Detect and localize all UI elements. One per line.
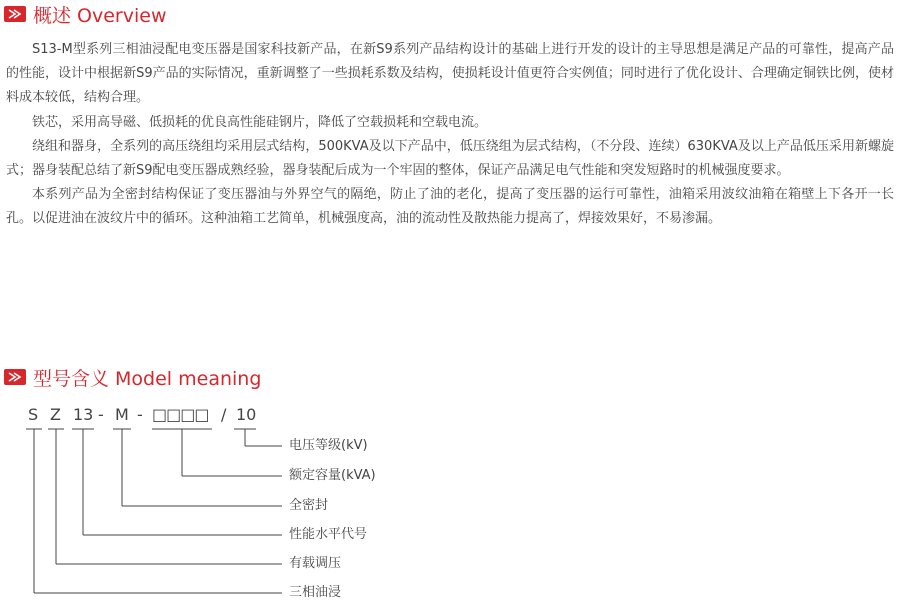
meaning-three-phase-oil: 三相油浸 [289,585,342,600]
overview-paragraph: 本系列产品为全密封结构保证了变压器油与外界空气的隔绝，防止了油的老化，提高了变压器的运行可靠性，油箱采用波纹油箱在箱壁上下各开一长孔。以促进油在波纹片中的循环。这种油箱工艺简单，机械强度高，油的流动性及散热能力提高了，焊接效果好，不易渗漏。 [6,187,894,227]
meaning-on-load-tap: 有载调压 [289,556,342,571]
model-diagram [0,395,900,612]
code-10: 10 [236,405,257,424]
red-badge-icon [4,6,26,22]
meaning-fully-sealed: 全密封 [289,498,329,513]
overview-paragraph: 绕组和器身，全系列的高压绕组均采用层式结构，500KVA及以下产品中，低压绕组为层式结构，（不分段、连续）630KVA及以上产品低压采用新螺旋式；器身装配总结了新S9配电变压器成熟经验，器身装配后成为一个牢固的整体，保证产品满足电气性能和突发短路时的机械强度要求。 [6,138,894,179]
code-dash: - [137,405,143,424]
code-13: 13 [73,405,94,424]
code-m: M [115,405,129,424]
code-s: S [28,405,39,424]
code-z: Z [50,405,61,424]
red-badge-icon [4,369,26,385]
code-slash: / [221,405,227,424]
overview-header [4,1,167,27]
connector-lines [0,395,900,612]
meaning-performance-code: 性能水平代号 [289,527,368,542]
model-title: 型号含义 Model meaning [33,367,262,390]
code-boxes: □□□□ [152,405,209,424]
overview-title: 概述 Overview [33,4,167,27]
meaning-rated-capacity: 额定容量(kVA) [289,468,376,483]
meaning-voltage-class: 电压等级(kV) [289,438,368,453]
model-header [4,364,261,390]
code-dash: - [98,405,104,424]
overview-paragraph: 铁芯，采用高导磁、低损耗的优良高性能硅钢片，降低了空载损耗和空载电流。 [32,114,488,130]
overview-body [6,38,894,232]
overview-paragraph: S13-M型系列三相油浸配电变压器是国家科技新产品，在新S9系列产品结构设计的基础上进行开发的设计的主导思想是满足产品的可靠性，提高产品的性能，设计中根据新S9产品的实际情况，重新调整了一些损耗系数及结构，使损耗设计值更符合实例值；同时进行了优化设计、合理确定铜铁比例，使材料成本较低，结构合理。 [6,42,894,106]
